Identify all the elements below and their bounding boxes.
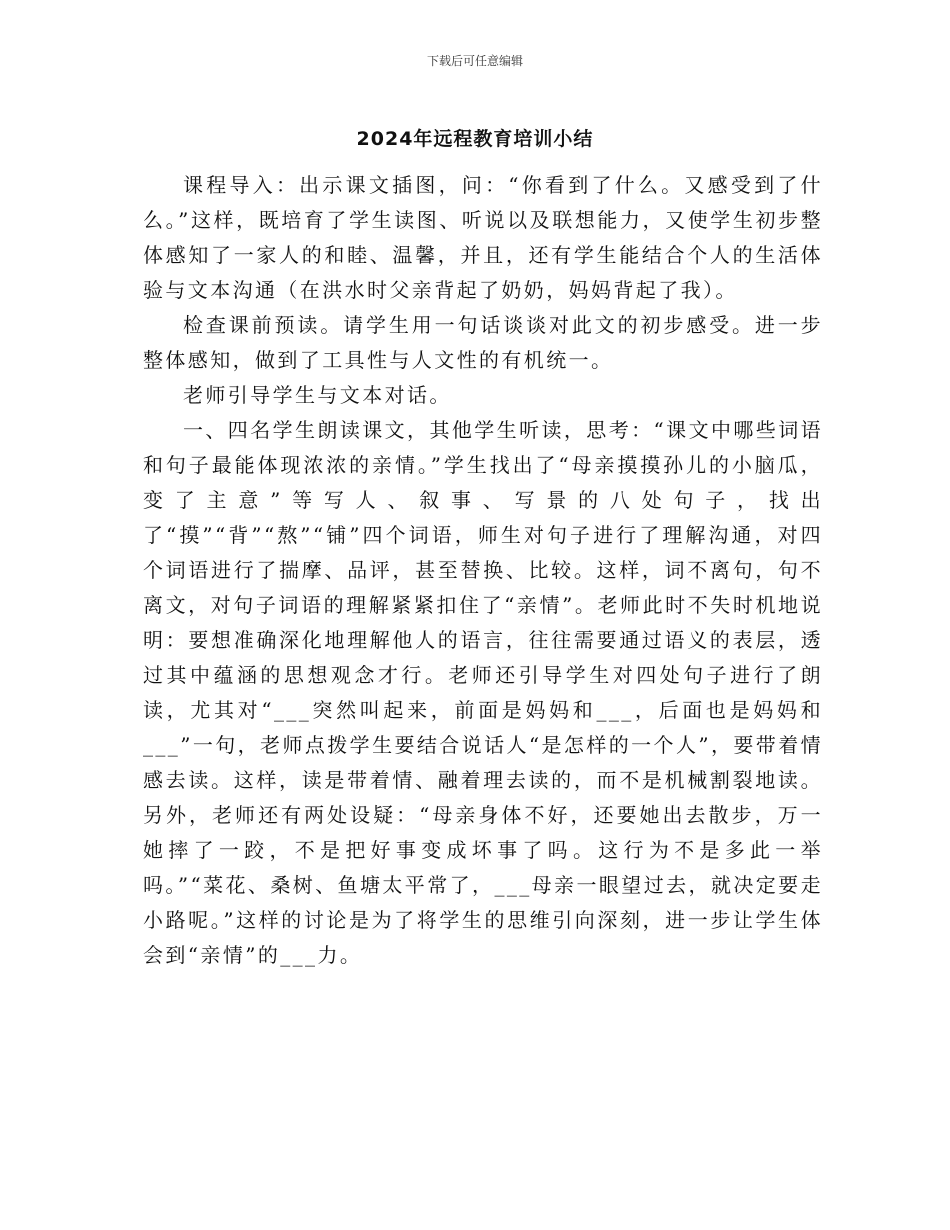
- paragraph-preview-check: 检查课前预读。请学生用一句话谈谈对此文的初步感受。进一步整体感知，做到了工具性与人文性的有机统一。: [143, 313, 823, 372]
- header-note: 下载后可任意编辑: [426, 54, 523, 68]
- paragraph-dialogue: 老师引导学生与文本对话。: [183, 383, 452, 407]
- paragraph-reading-analysis: 一、四名学生朗读课文，其他学生听读，思考：“课文中哪些词语和句子最能体现浓浓的亲情。”学生找出了“母亲摸摸孙儿的小脑瓜，变了主意”等写人、叙事、写景的八处句子，找出了“摸”“背”“熬”“铺”四个词语，师生对句子进行了理解沟通，对四个词语进行了揣摩、品评，甚至替换、比较。这样，词不离句，句不离文，对句子词语的理解紧紧扣住了“亲情”。老师此时不失时机地说明：要想准确深化地理解他人的语言，往往需要通过语义的表层，透过其中蕴涵的思想观念才行。老师还引导学生对四处句子进行了朗读，尤其对“___突然叫起来，前面是妈妈和___，后面也是妈妈和___”一句，老师点拨学生要结合说话人“是怎样的一个人”，要带着情感去读。这样，读是带着情、融着理去读的，而不是机械割裂地读。另外，老师还有两处设疑：“母亲身体不好，还要她出去散步，万一她摔了一跤，不是把好事变成坏事了吗。这行为不是多此一举吗。”“菜花、桑树、鱼塘太平常了，___母亲一眼望过去，就决定要走小路呢。”这样的讨论是为了将学生的思维引向深刻，进一步让学生体会到“亲情”的___力。: [143, 418, 823, 967]
- document-body: [143, 168, 823, 973]
- document-title: 2024年远程教育培训小结: [356, 128, 594, 150]
- paragraph-course-intro: 课程导入：出示课文插图，问：“你看到了什么。又感受到了什么。”这样，既培育了学生读图、听说以及联想能力，又使学生初步整体感知了一家人的和睦、温馨，并且，还有学生能结合个人的生活体验与文本沟通（在洪水时父亲背起了奶奶，妈妈背起了我）。: [143, 173, 823, 302]
